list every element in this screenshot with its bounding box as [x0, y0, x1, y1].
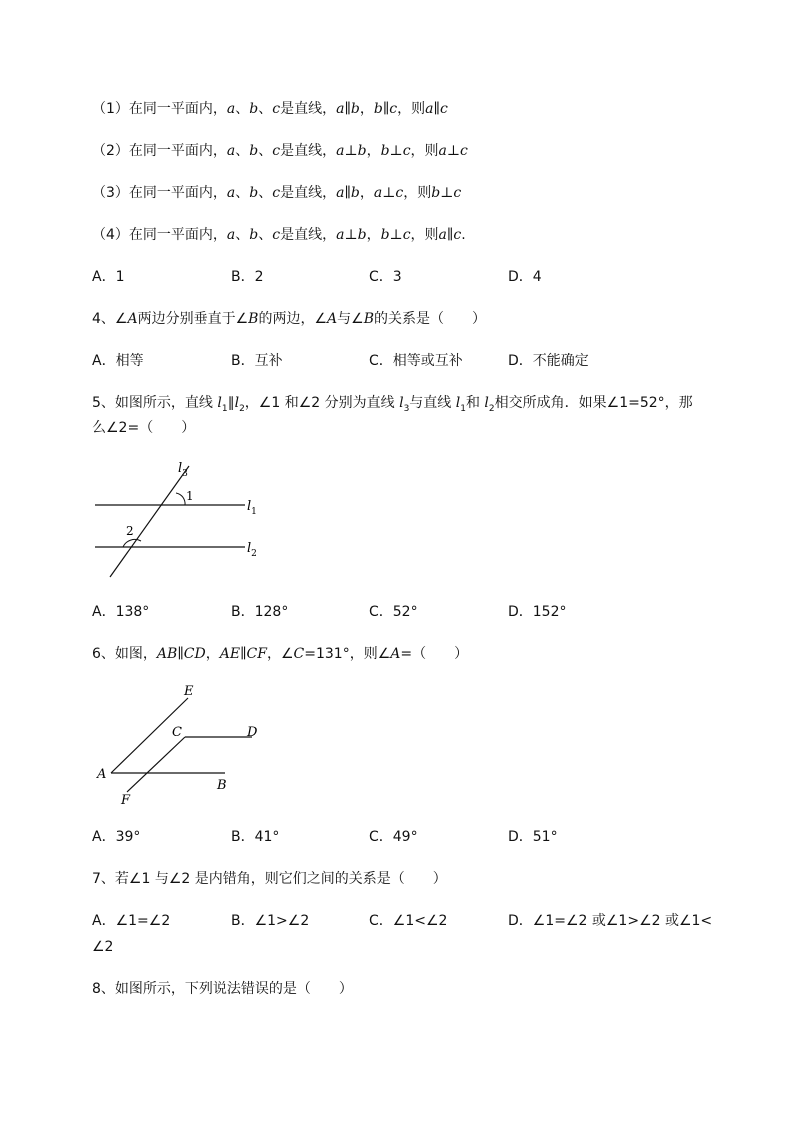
relation: a∥b: [336, 185, 360, 201]
angle-1-arc: [176, 493, 185, 505]
separator: ，: [366, 227, 381, 243]
statement-1: [92, 100, 448, 118]
separator: ，: [359, 101, 374, 117]
subscript: 3: [403, 403, 410, 414]
relation: a⊥b: [336, 227, 367, 243]
var-a: a: [226, 101, 236, 117]
relation: b∥c: [373, 101, 398, 117]
option-c[interactable]: C．49°: [369, 829, 418, 845]
separator: 、: [235, 101, 250, 117]
var-C: C: [293, 646, 305, 662]
option-a[interactable]: A．138°: [92, 604, 150, 620]
question-5-line-1: [92, 394, 693, 418]
l2-label: $l_2$: [247, 541, 257, 559]
statement-text: 是直线，: [280, 101, 337, 117]
question-text: 与直线: [409, 395, 456, 411]
point-F-label: F: [121, 793, 131, 808]
question-text: 6、如图，: [92, 646, 157, 662]
statement-4: [92, 226, 466, 244]
statement-text: ，则: [397, 101, 426, 117]
angle-1-label: 1: [186, 489, 194, 503]
var-l: l: [234, 395, 240, 411]
option-c[interactable]: C．∠1<∠2: [369, 913, 448, 929]
option-d[interactable]: D．4: [508, 269, 542, 285]
question-text: 5、如图所示，直线: [92, 395, 218, 411]
option-c[interactable]: C．52°: [369, 604, 418, 620]
relation: b⊥c: [380, 227, 411, 243]
var-c: c: [272, 227, 281, 243]
separator: ，: [366, 143, 381, 159]
separator: 、: [258, 227, 273, 243]
statement-text: ，则: [410, 143, 439, 159]
option-b[interactable]: B．∠1>∠2: [231, 913, 310, 929]
var-A: A: [127, 311, 138, 327]
statement-text: ，则: [403, 185, 432, 201]
subscript: 2: [488, 403, 495, 414]
question-7: 7、若∠1 与∠2 是内错角，则它们之间的关系是（ ）: [92, 871, 447, 887]
statement-2: [92, 142, 468, 160]
relation: a⊥b: [336, 143, 367, 159]
statement-text: 是直线，: [280, 143, 337, 159]
line-CF: [127, 737, 185, 792]
question-6: [92, 645, 468, 663]
question-text: 的关系是（ ）: [374, 311, 486, 327]
var-A: A: [390, 646, 401, 662]
figure-6: [90, 682, 270, 810]
var-A: A: [327, 311, 338, 327]
var-l: l: [217, 395, 222, 411]
l3-label: $l_3$: [178, 461, 188, 479]
separator: 、: [235, 185, 250, 201]
var-B: B: [248, 311, 259, 327]
statement-text: 是直线，: [280, 185, 337, 201]
relation: a∥c: [425, 101, 448, 117]
question-text: ，∠: [266, 646, 294, 662]
option-a[interactable]: A．∠1=∠2: [92, 913, 171, 929]
l1-label: $l_1$: [247, 499, 257, 517]
relation: AB∥CD: [156, 646, 206, 662]
statement-text: （4）在同一平面内，: [92, 227, 227, 243]
option-b[interactable]: B．互补: [231, 353, 283, 369]
var-c: c: [272, 101, 281, 117]
relation: a∥c: [438, 227, 462, 243]
relation: b⊥c: [380, 143, 411, 159]
statement-text: 是直线，: [280, 227, 337, 243]
separator: 、: [235, 143, 250, 159]
var-B: B: [363, 311, 374, 327]
question-text: 两边分别垂直于∠: [137, 311, 249, 327]
statement-3: [92, 184, 461, 202]
var-c: c: [272, 143, 281, 159]
question-8: 8、如图所示，下列说法错误的是（ ）: [92, 981, 353, 997]
option-d-continued: ∠2: [92, 939, 114, 955]
option-c[interactable]: C．相等或互补: [369, 353, 463, 369]
point-E-label: E: [184, 684, 194, 699]
var-b: b: [249, 185, 259, 201]
separator: ，: [359, 185, 374, 201]
var-b: b: [249, 101, 259, 117]
statement-text: ，则: [410, 227, 439, 243]
question-text: 与∠: [337, 311, 364, 327]
question-text: =131°，则∠: [304, 646, 391, 662]
separator: 、: [258, 185, 273, 201]
relation: a⊥c: [438, 143, 468, 159]
separator: ，: [205, 646, 220, 662]
var-l: l: [399, 395, 404, 411]
subscript: 2: [239, 403, 245, 414]
statement-text: （1）在同一平面内，: [92, 101, 227, 117]
var-a: a: [226, 143, 236, 159]
option-a[interactable]: A．1: [92, 269, 125, 285]
separator: 、: [258, 101, 273, 117]
question-4: [92, 310, 486, 328]
option-d[interactable]: D．不能确定: [508, 353, 589, 369]
option-a[interactable]: A．39°: [92, 829, 141, 845]
option-b[interactable]: B．2: [231, 269, 264, 285]
subscript: 1: [460, 403, 466, 414]
option-b[interactable]: B．128°: [231, 604, 289, 620]
angle-2-label: 2: [126, 524, 134, 538]
var-c: c: [272, 185, 281, 201]
parallel-symbol: ∥: [227, 395, 235, 411]
statement-text: （3）在同一平面内，: [92, 185, 227, 201]
var-a: a: [226, 185, 236, 201]
relation: a∥b: [336, 101, 360, 117]
point-C-label: C: [172, 725, 182, 740]
statement-end: .: [461, 227, 466, 243]
option-d[interactable]: D．51°: [508, 829, 558, 845]
relation: b⊥c: [431, 185, 462, 201]
separator: 、: [235, 227, 250, 243]
question-text: 和: [465, 395, 485, 411]
var-l: l: [455, 395, 461, 411]
point-D-label: D: [247, 725, 258, 740]
var-l: l: [484, 395, 489, 411]
relation: AE∥CF: [219, 646, 267, 662]
line-l3: [110, 466, 189, 577]
option-b[interactable]: B．41°: [231, 829, 280, 845]
question-text: 4、∠: [92, 311, 128, 327]
point-B-label: B: [217, 778, 227, 793]
statement-text: （2）在同一平面内，: [92, 143, 227, 159]
subscript: 1: [221, 403, 228, 414]
option-d[interactable]: D．152°: [508, 604, 567, 620]
option-c[interactable]: C．3: [369, 269, 402, 285]
question-text: 相交所成角．如果∠1=52°，那: [494, 395, 693, 411]
option-a[interactable]: A．相等: [92, 353, 144, 369]
figure-5: [90, 458, 270, 583]
option-d[interactable]: D．∠1=∠2 或∠1>∠2 或∠1<: [508, 913, 713, 929]
var-b: b: [249, 227, 259, 243]
separator: 、: [258, 143, 273, 159]
relation: a⊥c: [373, 185, 404, 201]
var-b: b: [249, 143, 259, 159]
question-5-line-2: 么∠2=（ ）: [92, 420, 196, 436]
point-A-label: A: [97, 767, 107, 782]
var-a: a: [226, 227, 236, 243]
question-text: 的两边，∠: [258, 311, 328, 327]
question-text: =（ ）: [400, 646, 469, 662]
question-text: ，∠1 和∠2 分别为直线: [244, 395, 400, 411]
